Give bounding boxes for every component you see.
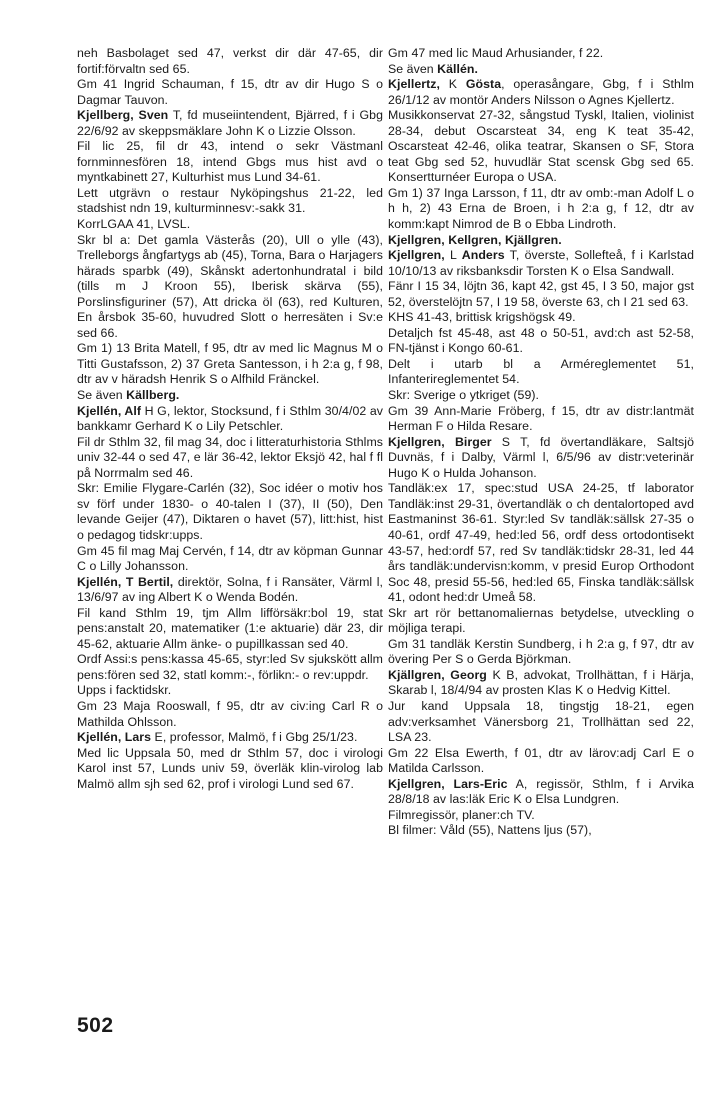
entry-name: Kjellgren, Birger [388,434,492,449]
entry-text: Gm 23 Maja Rooswall, f 95, dtr av civ:ing Carl R o Mathilda Ohlsson. [77,698,383,729]
entry-heading-paragraph [388,435,694,482]
entry-text: Gm 39 Ann-Marie Fröberg, f 15, dtr av distr:lantmät Herman F o Hilda Resare. [388,403,694,434]
entry-name: Kjellén, Lars [77,730,152,745]
entry-text: Gm 47 med lic Maud Arhusiander, f 22. [388,46,604,60]
entry-paragraph [77,699,383,730]
entry-text: T, överste, Sollefteå, f i Karlstad 10/10/13 av riksbanksdir Torsten K o Elsa Sandwall. [388,248,694,278]
entry-text: , operasångare, Gbg, f i Sthlm 26/1/12 av montör Anders Nilsson o Agnes Kjellertz. [388,77,695,107]
entry-text: Gm 1) 13 Brita Matell, f 95, dtr av med lic Magnus M o Titti Gustafsson, 2) 37 Greta Santesson, i h 2:a g, f 98, dtr av v häradsh Henrik S o Alfhild Fränckel. [77,341,383,387]
entry-text: Se även [388,61,438,76]
entry-text: Gm 22 Elsa Ewerth, f 01, dtr av lärov:adj Carl E o Matilda Carlsson. [388,745,694,776]
entry-heading-paragraph [388,248,694,279]
entry-paragraph [388,823,694,839]
entry-paragraph [388,481,694,605]
entry-text: Ordf Assi:s pens:kassa 45-65, styr:led Sv sjukskött allm pens:fören sed 32, statl komm:-, förlikn:- o rev:uppdr. [77,652,383,682]
entry-text: direktör, Solna, f i Ransäter, Värml l, 13/6/97 av ing Albert K o Wenda Bodén. [77,574,383,605]
entry-text: Tandläk:ex 17, spec:stud USA 24-25, tf laborator Tandläk:inst 29-31, övertandläk o ch dentalortoped avd Eastmaninst 36-61. Styr:led Sv tandläk:sällsk 27-35 o 40-61, ordf 47-49, hed:led 56, ordf dess ortodontisekt 43-57, hed:ordf 57, red Sv tandläk:tidskr 28-31, led 44 års tandläk:undervisn:komm, v presid Europ Orthodont Soc 48, presid 55-56, hed:led 65, Finska tandläk:sällsk 41, odont hed:dr Umeå 58. [388,481,694,605]
entry-text: Delt i utarb bl a Arméreglementet 51, Infanterireglementet 54. [388,356,694,387]
entry-text: Skr: Sverige o ytkriget (59). [388,388,539,403]
entry-name: Kjellberg, Sven [77,108,169,123]
entry-paragraph [77,139,383,186]
entry-text: Lett utgrävn o restaur Nyköpingshus 21-22, led stadshist ndn 19, kulturminnesv:-sakk 31. [77,185,383,216]
entry-paragraph [77,652,383,683]
entry-paragraph [388,326,694,357]
entry-given-name: Anders [461,248,505,263]
entry-text: Detaljch fst 45-48, ast 48 o 50-51, avd:ch ast 52-58, FN-tjänst i Kongo 60-61. [388,325,694,356]
entry-text: T, fd museiintendent, Bjärred, f i Gbg 22/6/92 av skeppsmäklare John K o Lizzie Olsson. [77,108,383,138]
entry-paragraph [77,544,383,575]
entry-paragraph [388,62,694,78]
entry-paragraph [388,606,694,637]
entry-paragraph [77,683,383,699]
cross-reference: Källén. [437,61,478,76]
entry-heading-paragraph [388,233,694,249]
entry-text: Gm 45 fil mag Maj Cervén, f 14, dtr av köpman Gunnar C o Lilly Johansson. [77,543,383,574]
entry-heading-paragraph [77,108,383,139]
entry-paragraph [388,808,694,824]
entry-paragraph [388,108,694,186]
entry-name: Kjellgren, Lars-Eric [388,776,508,791]
entry-text: L [444,248,462,263]
left-column [77,46,383,792]
entry-paragraph [77,341,383,388]
entry-heading-paragraph [77,404,383,435]
entry-paragraph [388,357,694,388]
entry-text: Gm 41 Ingrid Schauman, f 15, dtr av dir Hugo S o Dagmar Tauvon. [77,77,383,107]
entry-text: Skr: Emilie Flygare-Carlén (32), Soc idéer o motiv hos sv förf under 1830- o 40-talen I (37), II (50), Den levande Geijer (47), Diktaren o havet (57), litt:hist, hist o pedagog tidskr:upps. [77,481,383,542]
entry-text: Jur kand Uppsala 18, tingstjg 18-21, egen adv:verksamhet Vänersborg 21, Trollhättan sed 22, LSA 23. [388,698,694,745]
entry-text: Skr art rör bettanomaliernas betydelse, utveckling o möjliga terapi. [388,605,694,636]
entry-heading-paragraph [77,730,383,746]
entry-text: Gm 1) 37 Inga Larsson, f 11, dtr av omb:-man Adolf L o h h, 2) 43 Erna de Broen, i h 2:a g, f 12, dtr av komm:kapt Nimrod de B o Ebba Lindroth. [388,185,694,232]
entry-paragraph [77,77,383,108]
entry-text: Fil dr Sthlm 32, fil mag 34, doc i litteraturhistoria Sthlms univ 32-44 o sed 47, e lär 36-42, lektor Eksjö 42, hal f fl på Norrmalm sed 46. [77,434,383,480]
entry-paragraph [77,746,383,793]
entry-text: KHS 41-43, brittisk krigshögsk 49. [388,310,576,325]
entry-paragraph [77,606,383,653]
entry-paragraph [388,46,694,62]
entry-text: K [439,77,466,92]
entry-text: Upps i facktidskr. [77,683,172,698]
entry-text: Gm 31 tandläk Kerstin Sundberg, i h 2:a g, f 97, dtr av övering Per S o Gerda Björkman. [388,636,694,667]
entry-heading-paragraph [77,575,383,606]
entry-text: H G, lektor, Stocksund, f i Sthlm 30/4/02 av bankkamr Gerhard K o Lily Petschler. [77,403,383,434]
entry-text: neh Basbolaget sed 47, verkst dir där 47-65, dir fortif:förvaltn sed 65. [77,46,383,76]
entry-text: Skr bl a: Det gamla Västerås (20), Ull o ylle (43), Trelleborgs ångfartygs ab (45), Torna, Bara o Harjagers härads sparbk (49), Skånskt adertonhundratal i bild (tills m J Kroon 55), Iberisk skärva (55), Porslinsfiguriner (57), Att dricka öl (63), red Kulturen, En årsbok 35-60, huvudred Slott o herresäten i Sv:e sed 66. [77,232,383,340]
entry-paragraph [388,388,694,404]
entry-paragraph [77,46,383,77]
entry-text: Fänr I 15 34, löjtn 36, kapt 42, gst 45, I 3 50, major gst 52, överstelöjtn 57, I 19 58, överste 63, ch I 21 sed 63. [388,279,694,309]
entry-paragraph [388,404,694,435]
entry-heading-paragraph [388,668,694,699]
entry-name: Kjellertz, [388,77,440,92]
entry-paragraph [77,435,383,482]
entry-text: Bl filmer: Våld (55), Nattens ljus (57), [388,823,592,838]
entry-text: Med lic Uppsala 50, med dr Sthlm 57, doc i virologi Karol inst 57, Lunds univ 59, överläk klin-virolog lab Malmö allm sjh sed 62, prof i virologi Lund sed 67. [77,745,383,791]
entry-text: KorrLGAA 41, LVSL. [77,217,191,232]
entry-name: Kjellgren, Kellgren, Kjällgren. [388,232,562,247]
entry-text: E, professor, Malmö, f i Gbg 25/1/23. [151,730,358,745]
entry-paragraph [388,279,694,310]
entry-paragraph [388,186,694,233]
entry-name: Kjellén, Alf [77,403,142,418]
entry-text: Musikkonservat 27-32, sångstud Tyskl, Italien, violinist 28-34, debut Oscarsteat 34, eng K teat 35-42, Oscarsteat 42-46, olika teatrar, Skansen o SF, Stora teat Gbg sed 52, huvudlär Stat scensk Gbg sed 65. Konsertturnéer Europa o USA. [388,108,694,185]
entry-paragraph [388,699,694,746]
cross-reference: Källberg. [126,388,180,403]
entry-text: Fil kand Sthlm 19, tjm Allm lifförsäkr:bol 19, stat pens:anstalt 20, matematiker (1:e aktuarie) där 23, dir 45-62, aktuarie Allm änke- o pupillkassan sed 40. [77,605,383,651]
entry-text: Filmregissör, planer:ch TV. [388,807,535,822]
entry-heading-paragraph [388,77,694,108]
entry-paragraph [77,233,383,342]
entry-name: Kjellgren, [388,248,445,263]
entry-text: A, regissör, Sthlm, f i Arvika 28/8/18 av las:läk Eric K o Elsa Lundgren. [388,776,694,807]
entry-paragraph [388,310,694,326]
right-column [388,46,694,839]
entry-name: Kjellén, T Bertil, [77,574,174,589]
entry-paragraph [77,186,383,217]
entry-paragraph [388,746,694,777]
entry-paragraph [77,481,383,543]
entry-name: Kjällgren, Georg [388,667,487,682]
entry-paragraph [388,637,694,668]
entry-paragraph [77,217,383,233]
entry-text: S T, fd övertandläkare, Saltsjö Duvnäs, f i Dalby, Värml l, 6/5/96 av distr:veterinär Hugo K o Hulda Johanson. [388,434,694,480]
entry-text: Fil lic 25, fil dr 43, intend o sekr Västmanl fornminnesfören 18, intend Gbgs mus hist avd o myntkabinett 27, Kulturhist mus Lund 34-61. [77,139,383,185]
entry-text: Se även [77,388,127,403]
entry-text: K B, advokat, Trollhättan, f i Härja, Skarab l, 18/4/94 av prosten Klas K o Hedvig Kittel. [388,667,695,698]
entry-given-name: Gösta [465,77,502,92]
page-number: 502 [77,1014,114,1037]
entry-paragraph [77,388,383,404]
entry-heading-paragraph [388,777,694,808]
